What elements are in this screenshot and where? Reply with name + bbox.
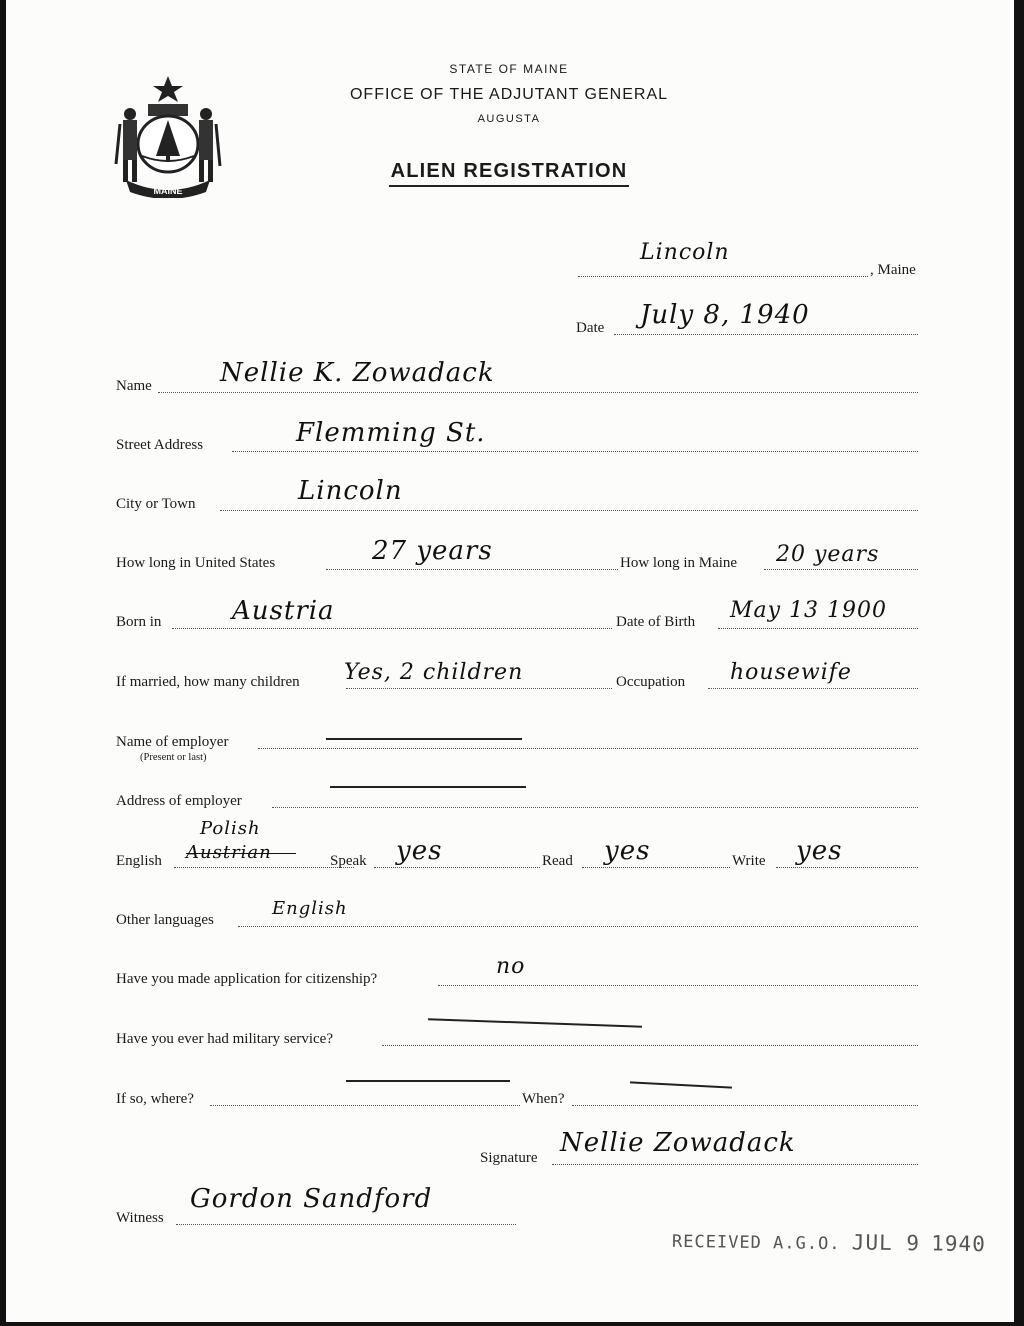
born-in-label: Born in <box>116 614 162 630</box>
employer-name-dash <box>326 738 522 740</box>
seal-text: MAINE <box>153 186 183 196</box>
employer-address-label: Address of employer <box>116 793 242 809</box>
date-of-birth-label: Date of Birth <box>616 614 696 630</box>
english-line <box>174 867 354 868</box>
stamp-year: 1940 <box>931 1231 986 1257</box>
when-dash <box>630 1081 732 1088</box>
write-line <box>776 867 918 868</box>
write-label: Write <box>732 853 766 869</box>
if-so-where-label: If so, where? <box>116 1091 194 1107</box>
name-line <box>158 392 918 393</box>
received-stamp <box>672 1228 986 1256</box>
citizenship-label: Have you made application for citizenship? <box>116 971 378 987</box>
other-languages-line <box>238 926 918 927</box>
employer-address-dash <box>330 786 526 788</box>
english-strike-line <box>186 853 296 854</box>
scan-edge-bottom <box>0 1322 1024 1326</box>
city-value: Lincoln <box>298 476 403 506</box>
english-above-value: Polish <box>200 818 261 839</box>
english-struck-value: Austrian <box>186 842 272 863</box>
street-label: Street Address <box>116 437 204 453</box>
date-label: Date <box>576 320 605 336</box>
other-languages-label: Other languages <box>116 912 214 928</box>
scan-edge-right <box>1014 0 1024 1326</box>
how-long-maine-line <box>764 569 918 570</box>
if-so-where-line <box>210 1105 520 1106</box>
married-children-label: If married, how many children <box>116 674 300 690</box>
date-of-birth-value: May 13 1900 <box>730 598 888 623</box>
city-label: City or Town <box>116 496 196 512</box>
signature-value: Nellie Zowadack <box>560 1128 796 1158</box>
date-of-birth-line <box>718 628 918 629</box>
name-value: Nellie K. Zowadack <box>220 358 495 388</box>
write-value: yes <box>796 836 843 866</box>
street-value: Flemming St. <box>296 418 486 448</box>
form-title-text: ALIEN REGISTRATION <box>389 160 630 187</box>
how-long-us-line <box>326 569 618 570</box>
town-line <box>578 276 868 277</box>
date-line <box>614 334 918 335</box>
citizenship-value: no <box>496 954 526 979</box>
city-heading: AUGUSTA <box>477 113 541 125</box>
witness-label: Witness <box>116 1210 164 1226</box>
scan-edge-left <box>0 0 6 1326</box>
read-line <box>582 867 730 868</box>
employer-name-line <box>258 748 918 749</box>
how-long-us-label: How long in United States <box>116 555 276 571</box>
office-heading: OFFICE OF THE ADJUTANT GENERAL <box>349 86 669 103</box>
witness-line <box>176 1224 516 1225</box>
speak-value: yes <box>396 836 443 866</box>
occupation-label: Occupation <box>616 674 686 690</box>
if-so-where-dash <box>346 1080 510 1082</box>
other-languages-value: English <box>272 898 348 919</box>
date-value: July 8, 1940 <box>640 300 810 330</box>
state-heading: STATE OF MAINE <box>449 62 569 76</box>
signature-label: Signature <box>480 1150 538 1166</box>
married-children-value: Yes, 2 children <box>344 660 524 685</box>
born-in-line <box>172 628 612 629</box>
how-long-maine-label: How long in Maine <box>620 555 738 571</box>
employer-address-line <box>272 807 918 808</box>
employer-note: (Present or last) <box>140 752 207 763</box>
how-long-maine-value: 20 years <box>776 542 880 567</box>
employer-name-label: Name of employer <box>116 734 229 750</box>
stamp-text: RECEIVED A.G.O. <box>671 1231 841 1255</box>
born-in-value: Austria <box>232 596 335 626</box>
speak-line <box>374 867 540 868</box>
city-line <box>220 510 918 511</box>
town-value: Lincoln <box>640 240 730 265</box>
read-value: yes <box>604 836 651 866</box>
married-children-line <box>346 688 612 689</box>
citizenship-line <box>438 985 918 986</box>
english-label: English <box>116 853 162 869</box>
occupation-line <box>708 688 918 689</box>
occupation-value: housewife <box>730 660 852 685</box>
read-label: Read <box>542 853 573 869</box>
military-label: Have you ever had military service? <box>116 1031 333 1047</box>
form-title <box>0 160 1021 183</box>
street-line <box>232 451 918 452</box>
when-label: When? <box>522 1091 565 1107</box>
speak-label: Speak <box>330 853 367 869</box>
witness-value: Gordon Sandford <box>190 1184 433 1214</box>
military-dash <box>428 1018 642 1027</box>
stamp-month-day: JUL 9 <box>851 1230 921 1256</box>
name-label: Name <box>116 378 152 394</box>
signature-line <box>552 1164 918 1165</box>
when-line <box>572 1105 918 1106</box>
maine-label: , Maine <box>870 262 916 278</box>
military-line <box>382 1045 918 1046</box>
how-long-us-value: 27 years <box>372 536 493 566</box>
